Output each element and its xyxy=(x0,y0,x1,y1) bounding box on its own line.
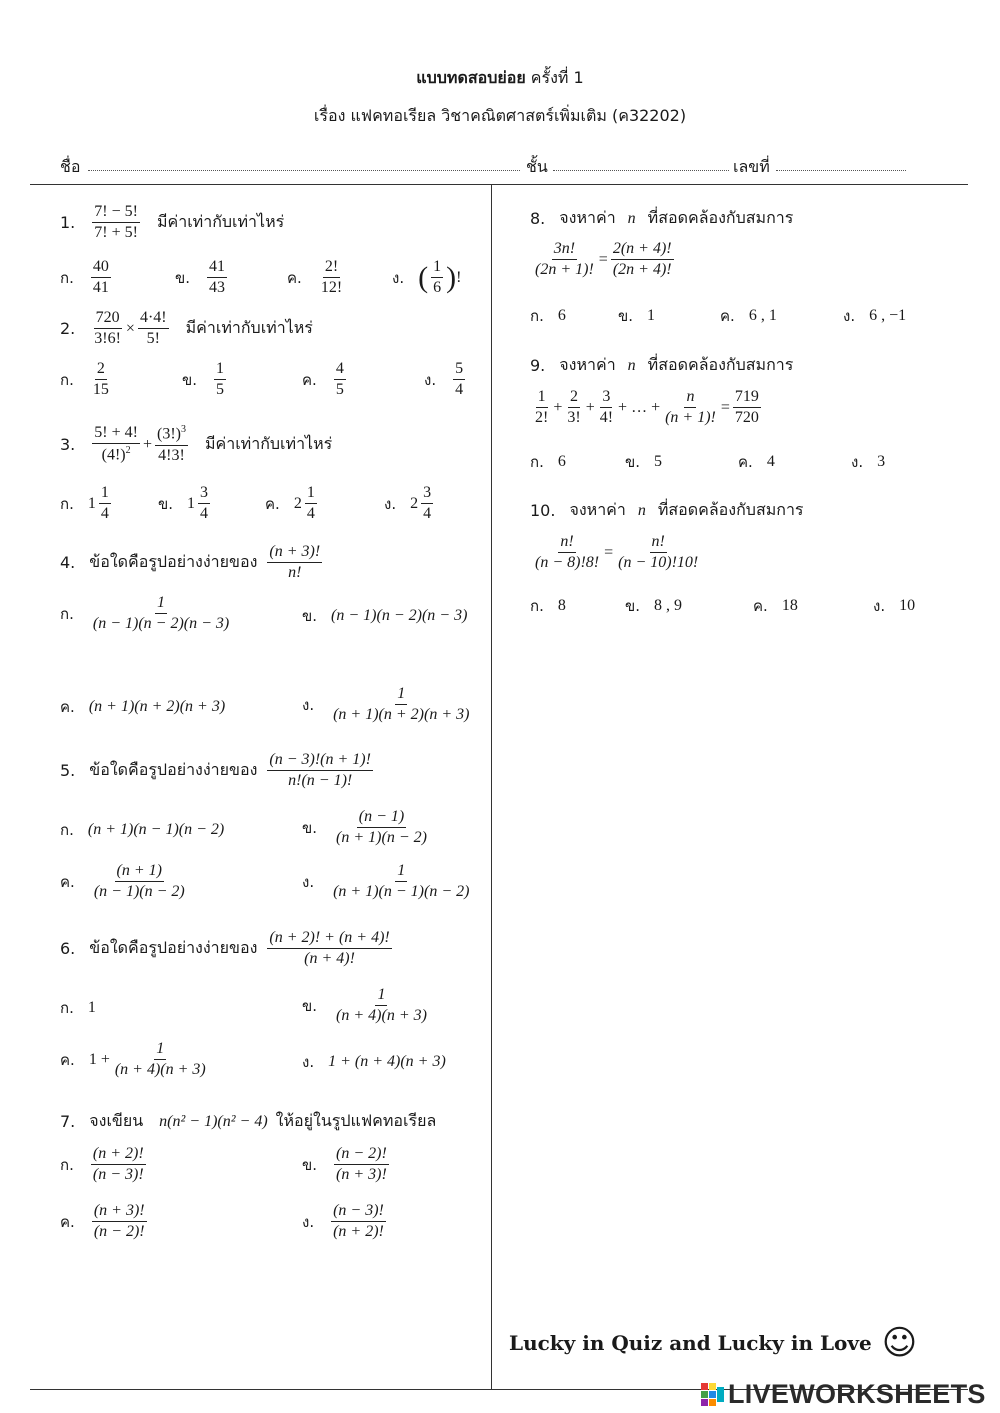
q1-option-b[interactable]: ข. $\frac{41}{43}$ xyxy=(175,258,226,297)
q2-option-c[interactable]: ค. $\frac{4}{5}$ xyxy=(302,360,344,399)
q8-option-c[interactable]: ค. 6 , 1 xyxy=(720,307,777,325)
q3-option-b[interactable]: ข. 1 $\frac{3}{4}$ xyxy=(158,484,209,523)
q7-option-b[interactable]: ข. $\frac{(n - 2)!}{(n + 3)!}$ xyxy=(302,1145,387,1184)
question-2: 2. $\frac{720}{3!6!}$ × $\frac{4\cdot 4!}{5!}$ มีค่าเท่ากับเท่าไหร่ xyxy=(60,309,313,348)
q3-option-c[interactable]: ค. 2 $\frac{1}{4}$ xyxy=(265,484,315,523)
liveworksheets-logo[interactable] xyxy=(700,1379,986,1410)
q8-option-a[interactable]: ก. 6 xyxy=(530,307,566,325)
number-label: เลขที่ xyxy=(733,157,770,176)
q6-option-b[interactable]: ข. $\frac{1}{(n + 4)(n + 3)}$ xyxy=(302,986,427,1025)
question-6: 6. ข้อใดคือรูปอย่างง่ายของ $\frac{(n + 2)! + (n + 4)!}{(n + 4)!}$ xyxy=(60,929,390,968)
q7-option-d[interactable]: ง. $\frac{(n - 3)!}{(n + 2)!}$ xyxy=(302,1202,384,1241)
q6-option-a[interactable]: ก. 1 xyxy=(60,999,96,1017)
q5-option-d[interactable]: ง. $\frac{1}{(n + 1)(n - 1)(n - 2)}$ xyxy=(302,862,470,901)
name-label: ชื่อ xyxy=(60,157,81,176)
q7-option-c[interactable]: ค. $\frac{(n + 3)!}{(n - 2)!}$ xyxy=(60,1202,145,1241)
smiley-icon: ☺ xyxy=(881,1323,918,1363)
name-field[interactable] xyxy=(88,170,520,171)
q9-option-a[interactable]: ก. 6 xyxy=(530,453,566,471)
q3-option-a[interactable]: ก. 1 $\frac{1}{4}$ xyxy=(60,484,109,523)
q10-option-a[interactable]: ก. 8 xyxy=(530,597,566,615)
question-8: 8. จงหาค่า n ที่สอดคล้องกับสมการ xyxy=(530,208,794,228)
q10-option-b[interactable]: ข. 8 , 9 xyxy=(625,597,683,615)
q4-option-d[interactable]: ง. $\frac{1}{(n + 1)(n + 2)(n + 3)}$ xyxy=(302,685,470,724)
q4-option-a[interactable]: ก. $\frac{1}{(n - 1)(n - 2)(n - 3)}$ xyxy=(60,594,230,633)
q9-option-d[interactable]: ง. 3 xyxy=(851,453,886,471)
question-10: 10. จงหาค่า n ที่สอดคล้องกับสมการ xyxy=(530,500,804,520)
q6-option-d[interactable]: ง. 1 + (n + 4)(n + 3) xyxy=(302,1053,446,1071)
q10-option-d[interactable]: ง. 10 xyxy=(873,597,916,615)
q2-option-b[interactable]: ข. $\frac{1}{5}$ xyxy=(182,360,225,399)
quiz-subtitle: เรื่อง แฟคทอเรียล วิชาคณิตศาสตร์เพิ่มเติม (ค32202) xyxy=(313,106,687,125)
q5-option-b[interactable]: ข. $\frac{(n - 1)}{(n + 1)(n - 2)}$ xyxy=(302,808,427,847)
q4-option-c[interactable]: ค. (n + 1)(n + 2)(n + 3) xyxy=(60,698,226,716)
class-field[interactable] xyxy=(553,170,729,171)
q3-option-d[interactable]: ง. 2 $\frac{3}{4}$ xyxy=(384,484,432,523)
question-5: 5. ข้อใดคือรูปอย่างง่ายของ $\frac{(n - 3)!(n + 1)!}{n!(n - 1)!}$ xyxy=(60,751,371,790)
q8-option-b[interactable]: ข. 1 xyxy=(618,307,656,325)
liveworksheets-brand-text: LIVEWORKSHEETS xyxy=(728,1379,986,1409)
liveworksheets-logo-icon xyxy=(700,1381,726,1409)
class-label: ชั้น xyxy=(526,157,548,176)
question-1: 1. $\frac{7! - 5!}{7! + 5!}$ มีค่าเท่ากับเท่าไหร่ xyxy=(60,203,285,242)
q10-equation: $\frac{n!}{(n - 8)!8!}$ = $\frac{n!}{(n - 10)!10!}$ xyxy=(535,533,699,572)
q4-option-b[interactable]: ข. (n − 1)(n − 2)(n − 3) xyxy=(302,607,468,625)
column-divider xyxy=(491,184,492,1389)
q5-option-c[interactable]: ค. $\frac{(n + 1)}{(n - 1)(n - 2)}$ xyxy=(60,862,185,901)
q8-option-d[interactable]: ง. 6 , −1 xyxy=(843,307,907,325)
q9-equation: $\frac{1}{2!}$ + $\frac{2}{3!}$ + $\frac{3}{4!}$ + … + $\frac{n}{(n + 1)!}$ = $\frac{719}{720}$ xyxy=(535,388,759,427)
q1-option-d[interactable]: ง. ( $\frac{1}{6}$ ) ! xyxy=(392,258,462,297)
q2-option-d[interactable]: ง. $\frac{5}{4}$ xyxy=(424,360,464,399)
q1-fraction: $\frac{7! - 5!}{7! + 5!}$ xyxy=(94,203,138,242)
number-field[interactable] xyxy=(776,170,906,171)
q5-option-a[interactable]: ก. (n + 1)(n − 1)(n − 2) xyxy=(60,821,225,839)
question-3: 3. $\frac{5! + 4!}{(4!)^2}$ + $\frac{(3!)^3}{4!3!}$ มีค่าเท่ากับเท่าไหร่ xyxy=(60,424,333,464)
q10-option-c[interactable]: ค. 18 xyxy=(753,597,798,615)
question-7: 7. จงเขียน n(n² − 1)(n² − 4) ให้อยู่ในรูปแฟคทอเรียล xyxy=(60,1111,437,1131)
question-9: 9. จงหาค่า n ที่สอดคล้องกับสมการ xyxy=(530,355,794,375)
header-divider xyxy=(30,184,968,185)
q7-option-a[interactable]: ก. $\frac{(n + 2)!}{(n - 3)!}$ xyxy=(60,1145,144,1184)
q8-equation: $\frac{3n!}{(2n + 1)!}$ = $\frac{2(n + 4)!}{(2n + 4)!}$ xyxy=(535,240,672,279)
q9-option-c[interactable]: ค. 4 xyxy=(738,453,775,471)
q9-option-b[interactable]: ข. 5 xyxy=(625,453,663,471)
quiz-title: แบบทดสอบย่อย ครั้งที่ 1 xyxy=(416,68,584,87)
q2-option-a[interactable]: ก. $\frac{2}{15}$ xyxy=(60,360,109,399)
q1-option-c[interactable]: ค. $\frac{2!}{12!}$ xyxy=(287,258,343,297)
question-4: 4. ข้อใดคือรูปอย่างง่ายของ $\frac{(n + 3)!}{n!}$ xyxy=(60,543,321,582)
q6-option-c[interactable]: ค. 1 + $\frac{1}{(n + 4)(n + 3)}$ xyxy=(60,1040,206,1079)
motto: Lucky in Quiz and Lucky in Love ☺ xyxy=(509,1323,918,1363)
q1-option-a[interactable]: ก. $\frac{40}{41}$ xyxy=(60,258,109,297)
